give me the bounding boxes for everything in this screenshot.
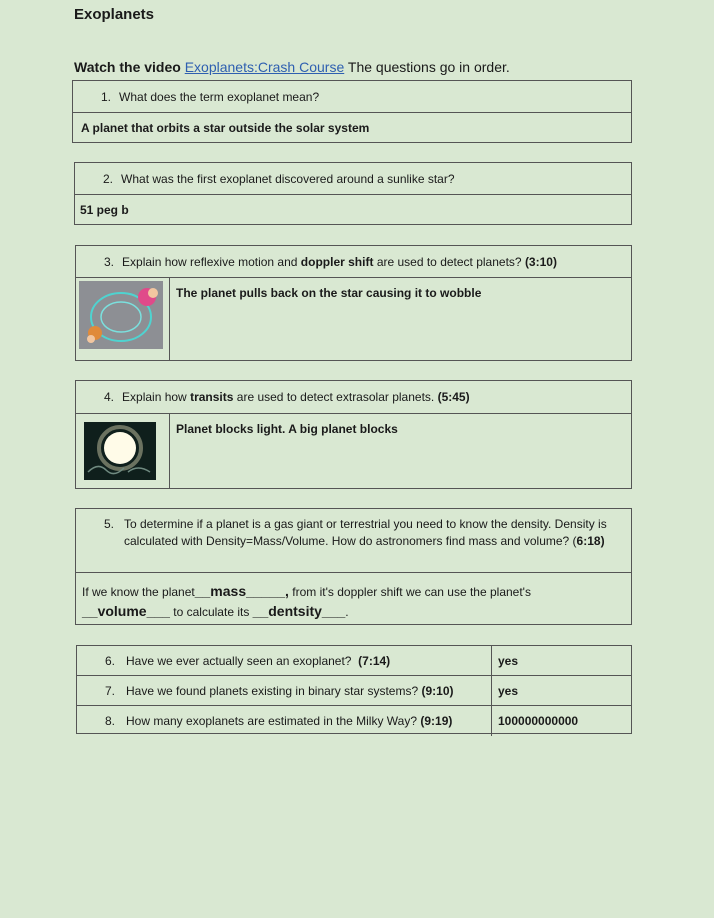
table-row-7-question: 7. Have we found planets existing in binary star systems? (9:10)	[77, 676, 492, 706]
answer-1[interactable]: A planet that orbits a star outside the solar system	[81, 121, 370, 135]
keyword: transits	[190, 390, 234, 404]
table-row-6-question: 6. Have we ever actually seen an exoplanet? (7:14)	[77, 646, 492, 676]
question-4-box	[75, 380, 632, 489]
question-text: What was the first exoplanet discovered around a sunlike star?	[121, 171, 455, 186]
timestamp: 6:18)	[576, 534, 605, 548]
question-5	[76, 509, 631, 573]
video-link[interactable]: Exoplanets:Crash Course	[184, 59, 345, 75]
answer-3[interactable]: The planet pulls back on the star causing it to wobble	[176, 286, 482, 300]
answer-4[interactable]: Planet blocks light. A big planet blocks	[176, 422, 398, 436]
question-2-box	[74, 162, 632, 225]
question-number: 3.	[104, 254, 115, 269]
instructions-lead: Watch the video	[74, 59, 181, 75]
wobble-illustration	[76, 278, 170, 361]
question-2	[75, 163, 631, 195]
keyword: doppler shift	[300, 254, 374, 269]
blank-mass[interactable]: __mass_____,	[194, 583, 289, 599]
blank-density[interactable]: __dentsity___	[252, 603, 346, 619]
question-text: To determine if a planet is a gas giant or terrestrial you need to know the density. Density is calculated with Density=Mass/Volume. How do astronomers find mass and volume? (6:18)	[124, 517, 607, 548]
table-row-7-answer[interactable]: yes	[492, 676, 631, 706]
table-row-8-answer[interactable]: 100000000000	[498, 714, 579, 728]
question-text: Explain how transits are used to detect extrasolar planets. (5:45)	[122, 390, 470, 404]
answer-2[interactable]: 51 peg b	[80, 203, 129, 217]
question-4	[76, 381, 631, 414]
question-text: What does the term exoplanet mean?	[119, 89, 320, 104]
question-number: 2.	[103, 171, 114, 186]
question-3	[76, 246, 631, 278]
question-number: 1.	[101, 89, 112, 104]
blank-volume[interactable]: __volume___	[82, 603, 170, 619]
question-text: Explain how reflexive motion and doppler shift are used to detect planets? (3:10)	[122, 254, 557, 269]
timestamp: (3:10)	[524, 254, 557, 269]
question-5-box	[75, 508, 632, 625]
table-row-8-question: 8. How many exoplanets are estimated in the Milky Way? (9:19)	[77, 706, 492, 736]
timestamp: (9:19)	[420, 714, 453, 728]
answer-5[interactable]: If we know the planet__mass_____, from it's doppler shift we can use the planet's __volume___ to calculate its __dentsity___.	[82, 583, 531, 619]
question-1-box	[72, 80, 632, 143]
timestamp: (5:45)	[437, 390, 470, 404]
instructions	[74, 59, 510, 75]
transit-illustration	[76, 414, 170, 489]
timestamp: (9:10)	[421, 683, 454, 698]
question-1	[73, 81, 631, 113]
table-row-6-answer[interactable]: yes	[492, 646, 631, 676]
timestamp: (7:14)	[358, 653, 391, 668]
instructions-tail: The questions go in order.	[347, 59, 510, 75]
page-title: Exoplanets	[74, 6, 155, 23]
question-number: 5.	[104, 517, 115, 531]
question-number: 4.	[104, 390, 115, 404]
questions-table	[76, 645, 632, 734]
question-3-box	[75, 245, 632, 361]
